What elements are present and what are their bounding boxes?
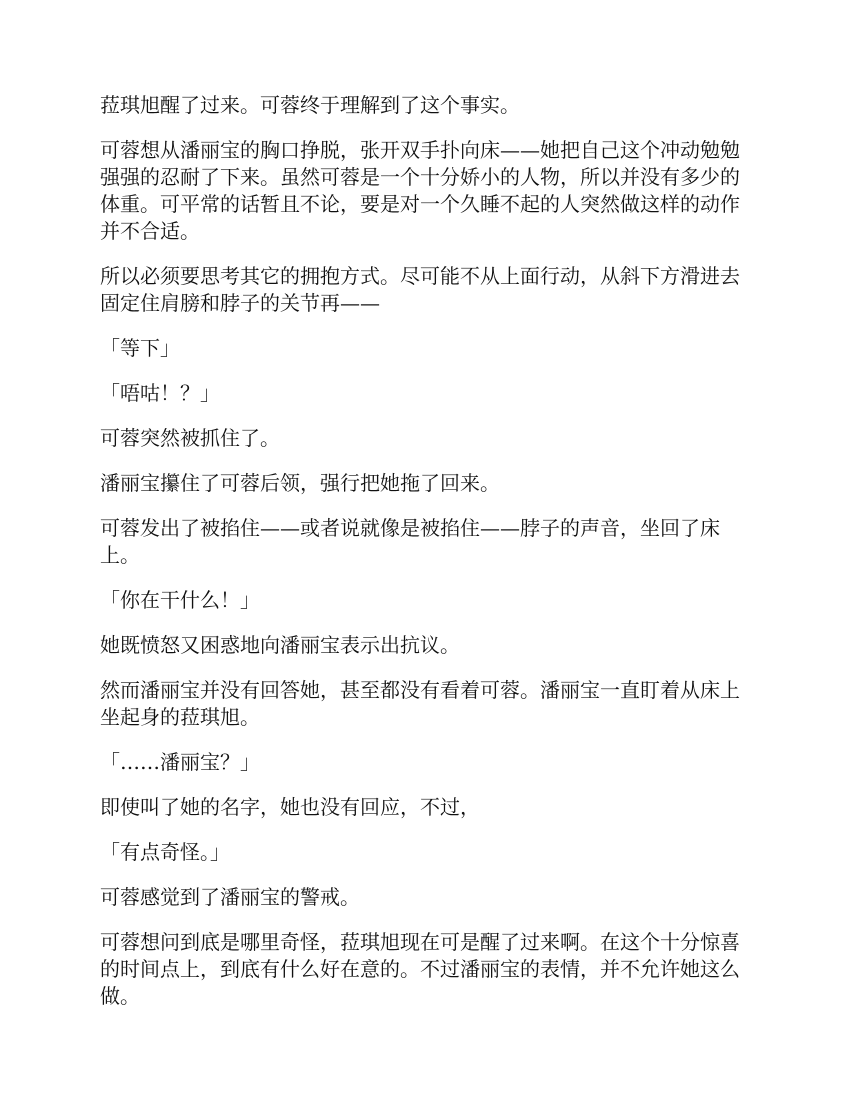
paragraph: 即使叫了她的名字，她也没有回应，不过， xyxy=(100,795,480,819)
paragraph: 所以必须要思考其它的拥抱方式。尽可能不从上面行动，从斜下方滑进去固定住肩膀和脖子的关节再—— xyxy=(100,264,740,315)
dialogue-line: 「你在干什么！」 xyxy=(100,588,260,612)
document-page xyxy=(100,92,750,1028)
paragraph: 可蓉发出了被掐住——或者说就像是被掐住——脖子的声音，坐回了床上。 xyxy=(100,516,720,567)
paragraph: 可蓉突然被抓住了。 xyxy=(100,426,280,450)
dialogue-line: 「等下」 xyxy=(100,336,180,360)
paragraph: 潘丽宝攥住了可蓉后领，强行把她拖了回来。 xyxy=(100,471,500,495)
dialogue-line: 「有点奇怪。」 xyxy=(100,840,230,864)
dialogue-line: 「……潘丽宝？」 xyxy=(100,750,260,774)
paragraph: 菈琪旭醒了过来。可蓉终于理解到了这个事实。 xyxy=(100,93,520,117)
paragraph: 可蓉感觉到了潘丽宝的警戒。 xyxy=(100,885,360,909)
paragraph: 可蓉想问到底是哪里奇怪，菈琪旭现在可是醒了过来啊。在这个十分惊喜的时间点上，到底有什么好在意的。不过潘丽宝的表情，并不允许她这么做。 xyxy=(100,930,740,1008)
paragraph: 她既愤怒又困惑地向潘丽宝表示出抗议。 xyxy=(100,633,460,657)
paragraph: 可蓉想从潘丽宝的胸口挣脱，张开双手扑向床——她把自己这个冲动勉勉强强的忍耐了下来。虽然可蓉是一个十分娇小的人物，所以并没有多少的体重。可平常的话暂且不论，要是对一个久睡不起的人突然做这样的动作并不合适。 xyxy=(100,138,740,243)
dialogue-line: 「唔咕！？」 xyxy=(100,381,220,405)
paragraph: 然而潘丽宝并没有回答她，甚至都没有看着可蓉。潘丽宝一直盯着从床上坐起身的菈琪旭。 xyxy=(100,678,740,729)
